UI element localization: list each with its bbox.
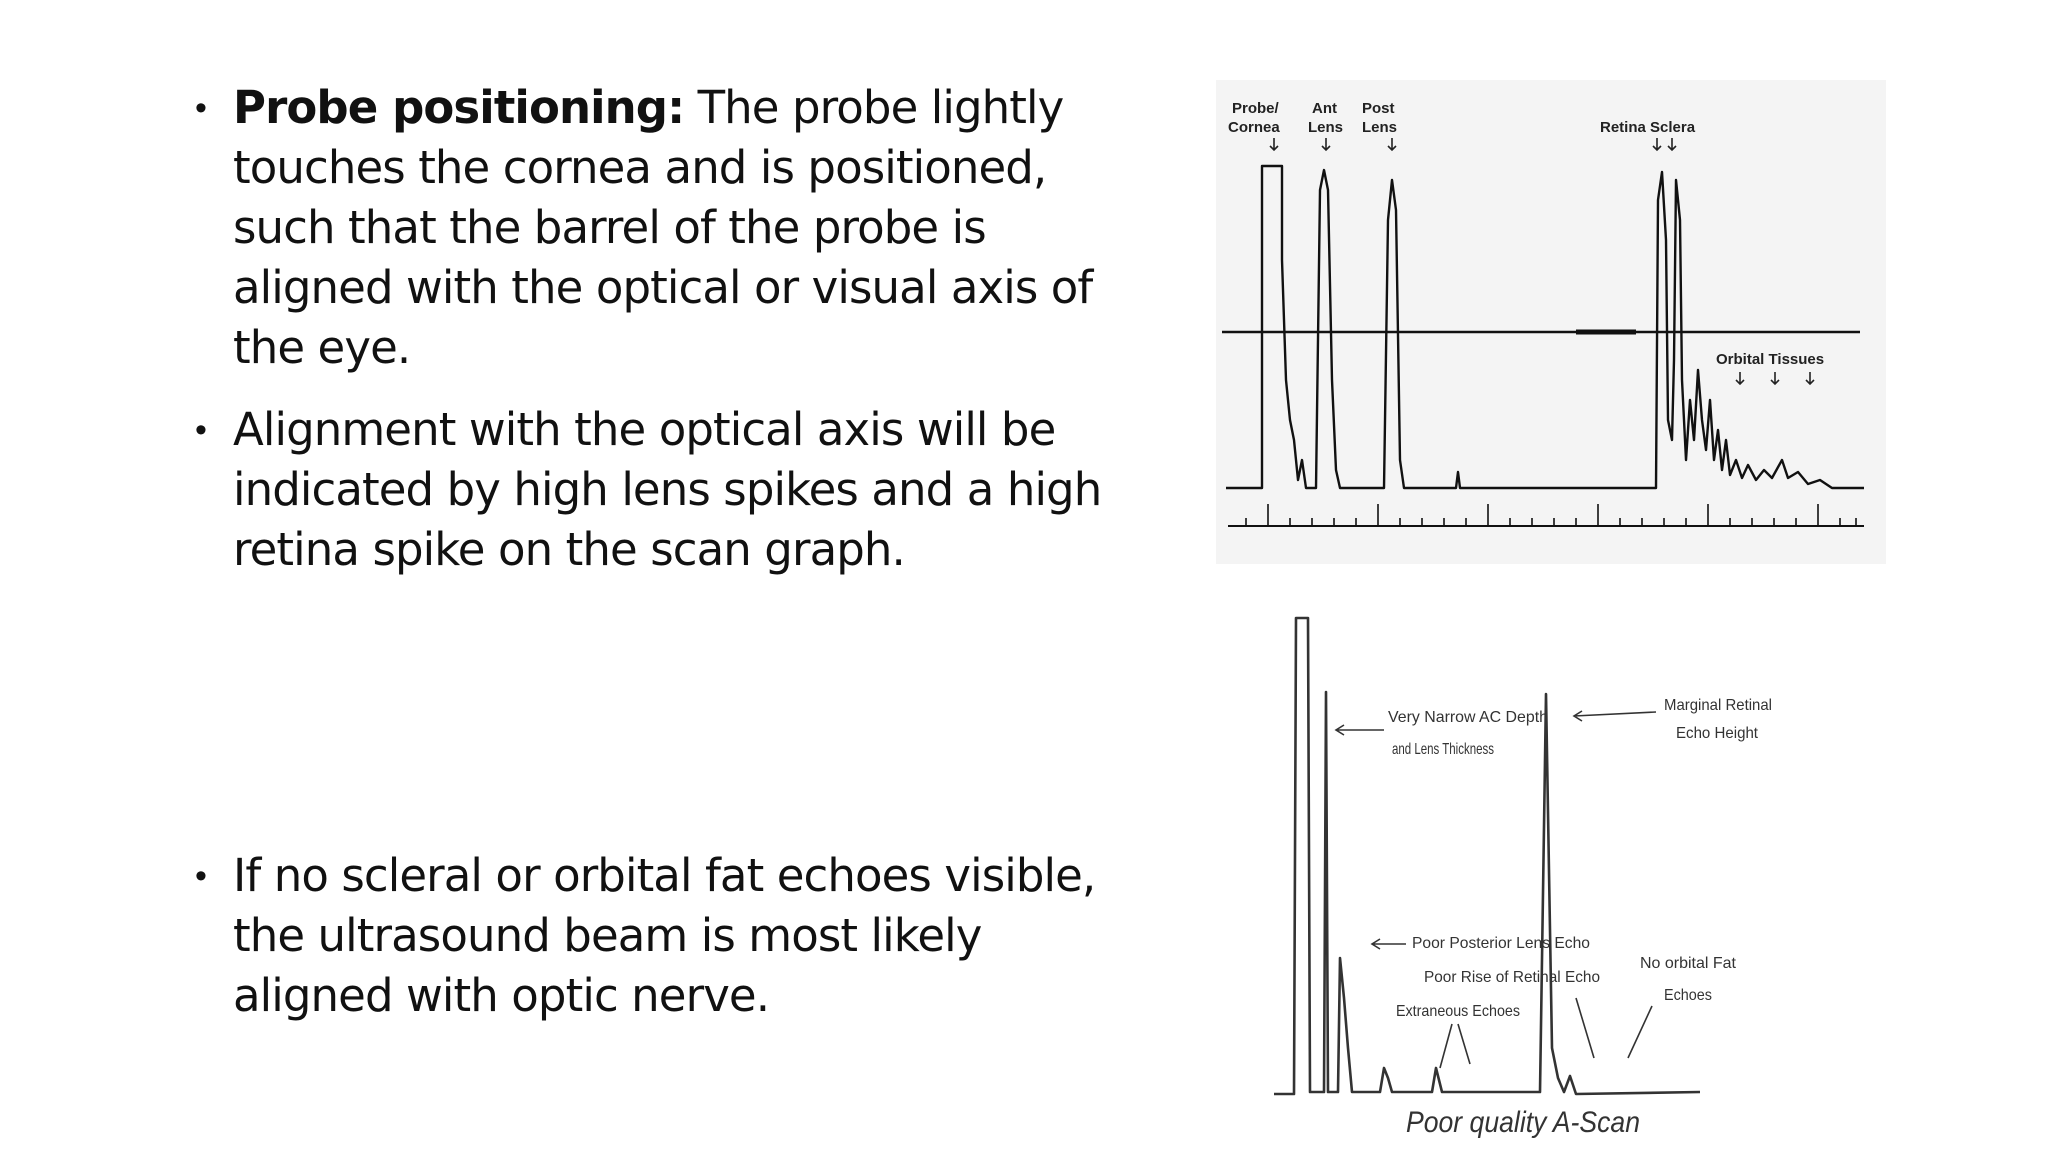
good-a-scan-graph — [1216, 80, 1886, 564]
bullet-probe-positioning — [195, 78, 1125, 378]
echo-trace — [1226, 166, 1864, 488]
label-lens-thickness: and Lens Thickness — [1392, 741, 1494, 758]
label-ant: Ant — [1312, 100, 1337, 117]
poor-echo-trace — [1274, 618, 1700, 1094]
label-marginal-retinal: Marginal Retinal — [1664, 697, 1772, 714]
bullet-bold-label: Probe positioning: — [233, 81, 685, 134]
label-echo-height: Echo Height — [1676, 725, 1759, 742]
label-very-narrow: Very Narrow AC Depth — [1388, 709, 1548, 726]
label-post: Post — [1362, 100, 1395, 117]
bullet-text: The probe lightly touches the cornea and is positioned, such that the barrel of the probe is aligned with the optical or visual axis of the eye. — [233, 81, 1093, 374]
axis-ticks — [1246, 504, 1856, 526]
poor-a-scan-figure — [1240, 598, 1800, 1150]
label-poor-rise: Poor Rise of Retinal Echo — [1424, 969, 1601, 986]
label-echoes: Echoes — [1664, 987, 1712, 1004]
good-a-scan-figure — [1216, 80, 1886, 564]
figure-caption: Poor quality A-Scan — [1406, 1106, 1640, 1139]
bullet-no-echoes — [195, 846, 1125, 1026]
label-retina-sclera: Retina Sclera — [1600, 119, 1696, 136]
label-cornea: Cornea — [1228, 119, 1280, 136]
label-arrows — [1270, 138, 1814, 384]
bullet-text: Alignment with the optical axis will be indicated by high lens spikes and a high retina spike on the scan graph. — [233, 403, 1102, 576]
label-extraneous: Extraneous Echoes — [1396, 1003, 1520, 1020]
label-poor-posterior: Poor Posterior Lens Echo — [1412, 935, 1591, 952]
poor-a-scan-graph — [1240, 598, 1800, 1150]
label-post-lens: Lens — [1362, 119, 1398, 136]
label-ant-lens: Lens — [1308, 119, 1344, 136]
bullet-list — [195, 78, 1125, 1026]
label-probe: Probe/ — [1232, 100, 1279, 117]
bullet-alignment — [195, 400, 1125, 580]
label-no-orbital-fat: No orbital Fat — [1640, 955, 1737, 972]
bullet-text: If no scleral or orbital fat echoes visible, the ultrasound beam is most likely aligned with optic nerve. — [233, 849, 1096, 1022]
label-orbital-tissues: Orbital Tissues — [1716, 351, 1825, 368]
